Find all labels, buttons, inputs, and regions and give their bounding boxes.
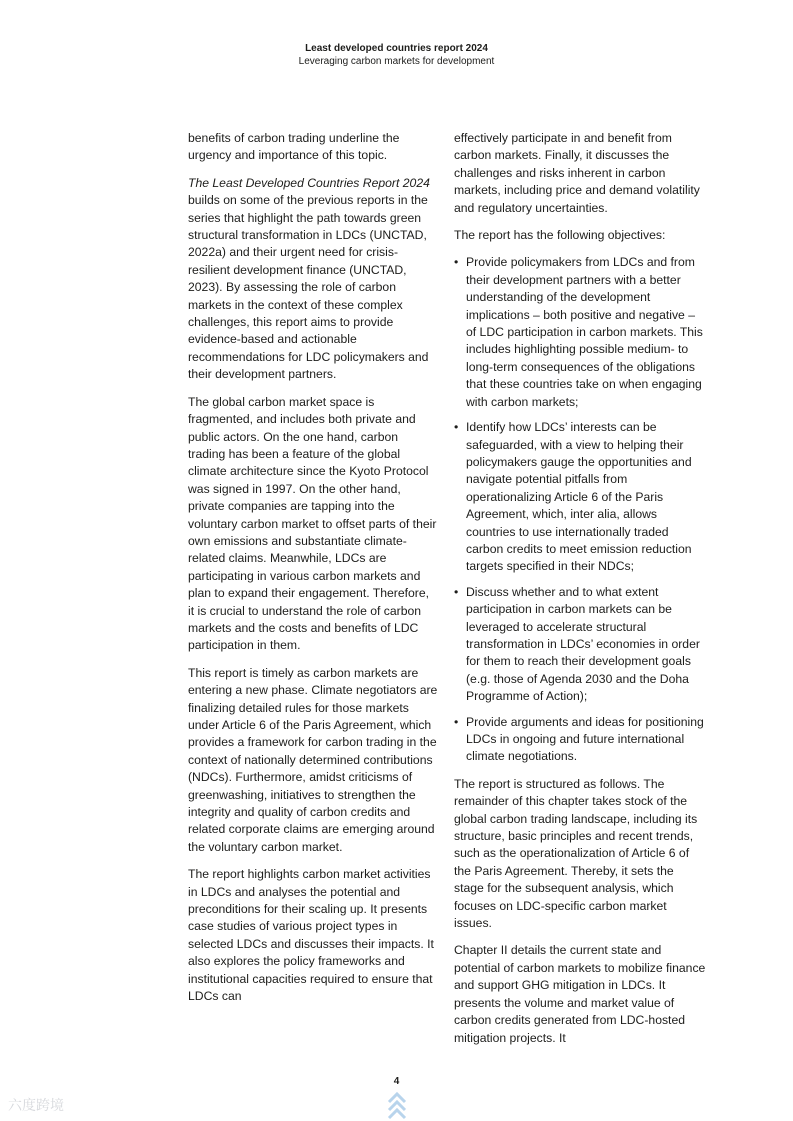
- list-item-text: Provide arguments and ideas for positioning LDCs in ongoing and future international climate negotiations.: [466, 714, 704, 764]
- paragraph: Chapter II details the current state and potential of carbon markets to mobilize finance and support GHG mitigation in LDCs. It presents the volume and market value of carbon credits generated from LDC-hosted mitigation projects. It: [454, 943, 706, 1045]
- chevron-up-icon: [386, 1090, 408, 1121]
- paragraph: The report is structured as follows. The remainder of this chapter takes stock of the global carbon trading landscape, including its structure, basic principles and recent trends, such as the operationalization of Article 6 of the Paris Agreement. Thereby, it sets the stage for the subsequent analysis, which focuses on LDC-specific carbon market issues.: [454, 776, 698, 931]
- paragraph: [188, 175, 438, 384]
- list-item: [454, 419, 706, 576]
- bullet: •: [454, 584, 459, 599]
- report-title-italic: The Least Developed Countries Report 2024: [188, 175, 430, 190]
- list-item: [454, 254, 706, 411]
- left-column: [188, 130, 438, 1016]
- bullet: •: [454, 255, 459, 270]
- page-number: 4: [393, 1076, 400, 1087]
- bullet: •: [454, 420, 459, 435]
- paragraph: benefits of carbon trading underline the urgency and importance of this topic.: [188, 131, 400, 163]
- list-item-text: Discuss whether and to what extent participation in carbon markets can be leveraged to accelerate structural transformation in LDCs’ economies in order for them to reach their development goals (e.g. those of Agenda 2030 and the Doha Programme of Action);: [466, 584, 700, 704]
- objectives-list: [454, 254, 706, 765]
- list-item: [454, 584, 706, 706]
- paragraph: The global carbon market space is fragmented, and includes both private and public actors. On the one hand, carbon trading has been a feature of the global climate architecture since the Kyoto Protocol was signed in 1997. On the other hand, private companies are tapping into the voluntary carbon market to offset parts of their own emissions and substantiate climate-related claims. Meanwhile, LDCs are participating in various carbon markets and plan to expand their engagement. Therefore, it is crucial to understand the role of carbon markets and the costs and benefits of LDC participation in them.: [188, 394, 437, 653]
- page-header: [0, 42, 793, 68]
- paragraph: The report has the following objectives:: [454, 228, 666, 243]
- bullet: •: [454, 714, 459, 729]
- paragraph: This report is timely as carbon markets are entering a new phase. Climate negotiators are finalizing detailed rules for those markets under Article 6 of the Paris Agreement, which provides a framework for carbon trading in the context of nationally determined contributions (NDCs). Furthermore, amidst criticisms of greenwashing, initiatives to strengthen the integrity and quality of carbon credits and related corporate claims are emerging around the voluntary carbon market.: [188, 665, 438, 854]
- right-column: [454, 130, 706, 1057]
- list-item: [454, 714, 706, 766]
- list-item-text: Provide policymakers from LDCs and from their development partners with a better understanding of the development implications – both positive and negative – of LDC participation in carbon markets. This includes highlighting possible medium- to long-term consequences of the obligations that these countries take on when engaging with carbon markets;: [466, 255, 703, 409]
- paragraph: The report highlights carbon market activities in LDCs and analyses the potential and preconditions for their scaling up. It presents case studies of various project types in selected LDCs and discusses their impacts. It also explores the policy frameworks and institutional capacities required to ensure that LDCs can: [188, 867, 434, 1004]
- paragraph: effectively participate in and benefit from carbon markets. Finally, it discusses the challenges and risks inherent in carbon markets, including price and demand volatility and regulatory uncertainties.: [454, 131, 700, 215]
- report-subtitle: Leveraging carbon markets for development: [298, 56, 495, 67]
- paragraph-text: builds on some of the previous reports in the series that highlight the path towards green structural transformation in LDCs (UNCTAD, 2022a) and their urgent need for crisis-resilient development finance (UNCTAD, 2023). By assessing the role of carbon markets in the context of these complex challenges, this report aims to provide evidence-based and actionable recommendations for LDC policymakers and their development partners.: [188, 193, 429, 382]
- list-item-text: Identify how LDCs’ interests can be safeguarded, with a view to helping their policymakers gauge the opportunities and navigate potential pitfalls from operationalizing Article 6 of the Paris Agreement, which, inter alia, allows countries to use internationally traded carbon credits to meet emission reduction targets specified in their NDCs;: [466, 420, 692, 574]
- report-title: Least developed countries report 2024: [305, 43, 488, 54]
- watermark: 六度跨境: [8, 1097, 64, 1113]
